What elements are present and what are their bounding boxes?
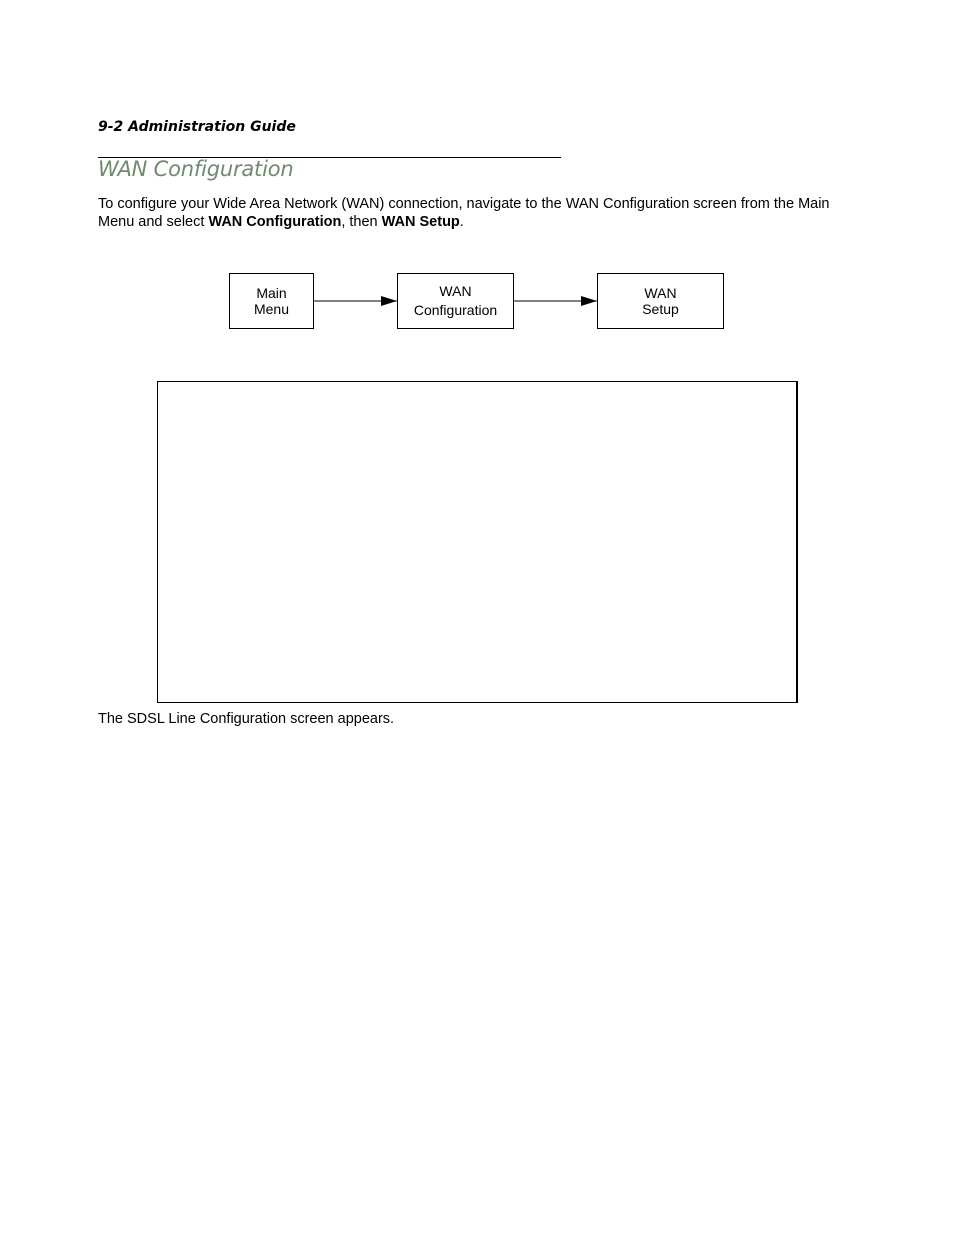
flow-step-wan-setup: WAN Setup (597, 273, 724, 329)
intro-bold-wan-configuration: WAN Configuration (208, 214, 342, 230)
intro-paragraph (98, 195, 868, 231)
intro-text-suffix: . (459, 214, 464, 230)
section-title: WAN Configuration (98, 157, 294, 181)
intro-text-prefix: To configure your Wide Area Network (WAN) connection, navigate to the WAN Configuration screen from the Main Menu and select (98, 196, 830, 230)
intro-text-mid: , then (341, 214, 382, 230)
screen-caption: The SDSL Line Configuration screen appears. (98, 711, 395, 727)
intro-bold-wan-setup: WAN Setup (381, 214, 460, 230)
flow-step-main-menu: Main Menu (229, 273, 314, 329)
flow-step-wan-configuration: WAN Configuration (397, 273, 514, 329)
running-head: 9-2 Administration Guide (98, 119, 296, 135)
screen-image-placeholder (157, 381, 798, 703)
